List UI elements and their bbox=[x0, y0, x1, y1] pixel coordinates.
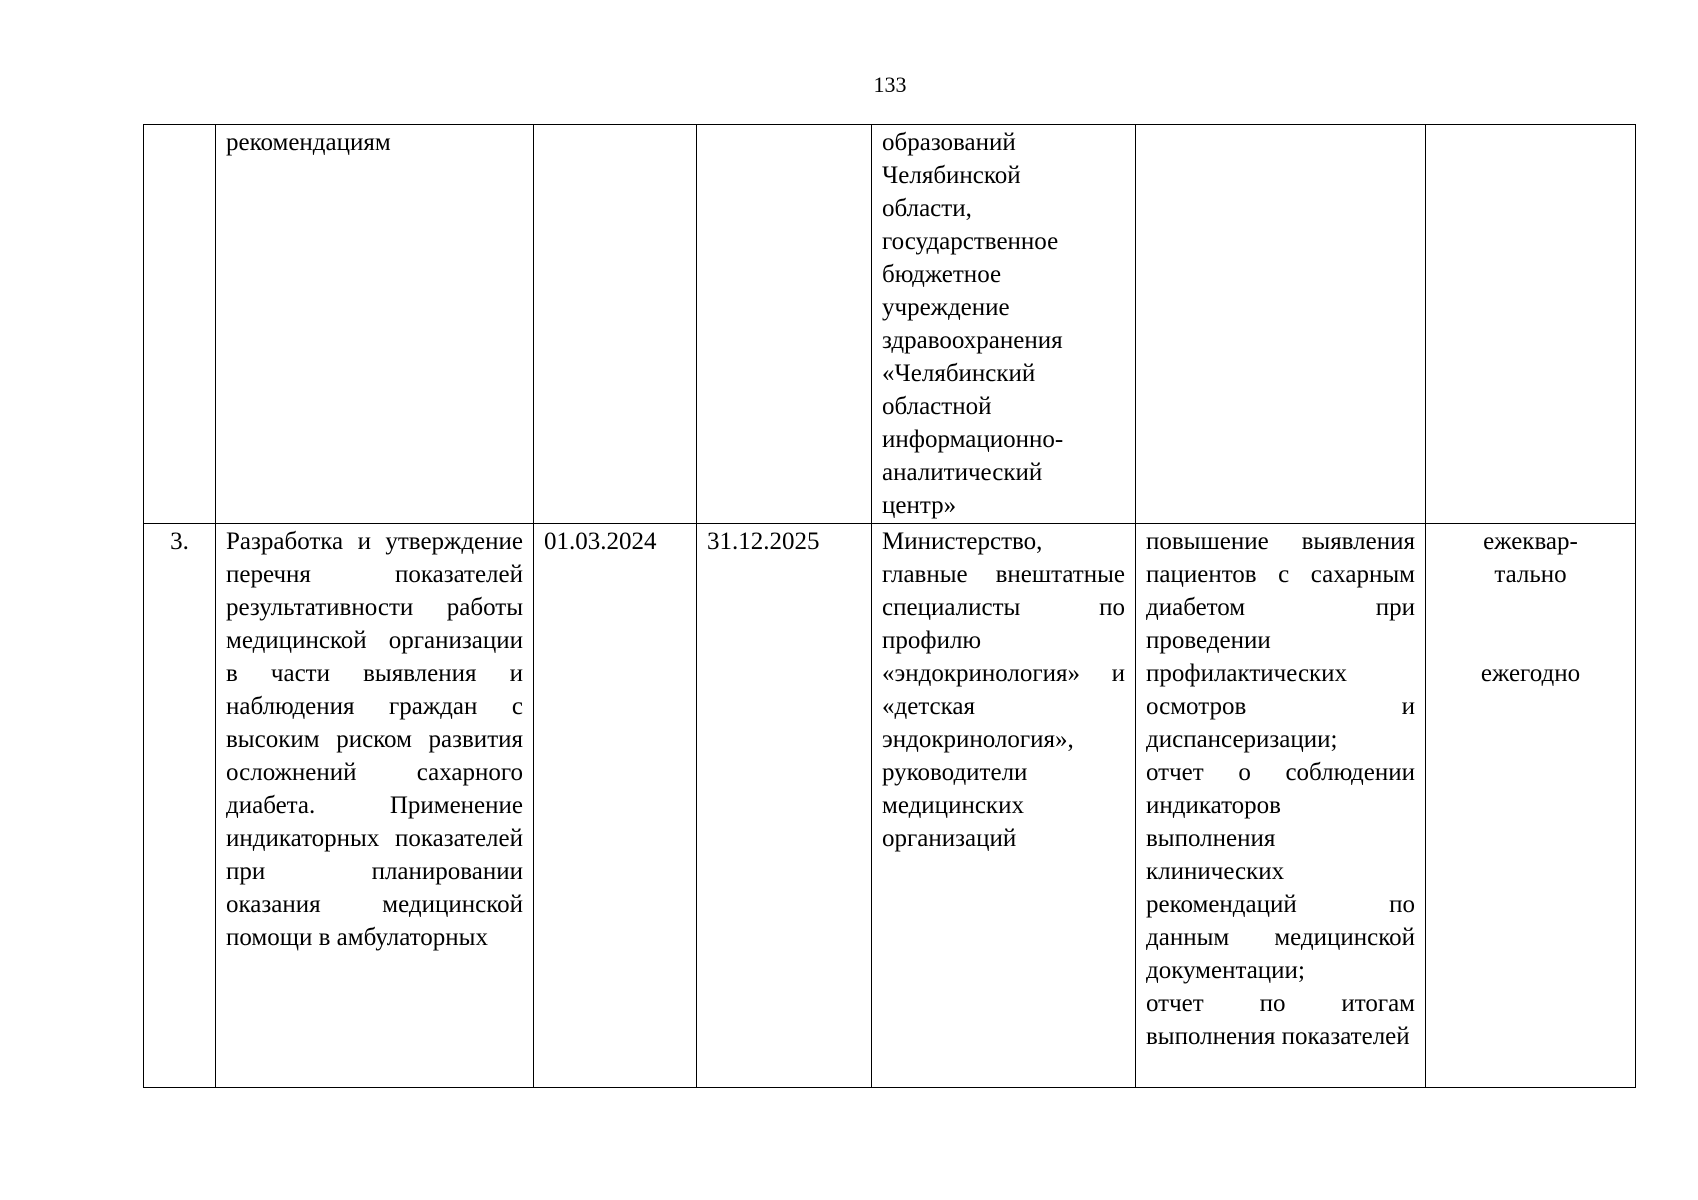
cell-number: 3. bbox=[144, 524, 216, 1088]
cell-periodicity bbox=[1426, 125, 1636, 524]
cell-end-date bbox=[697, 125, 872, 524]
result-item: отчет о соблюдении индикаторов выполнения клинических рекомендаций по данным медицинской документации; bbox=[1146, 759, 1415, 984]
periodicity-yearly: ежегодно bbox=[1480, 660, 1581, 687]
cell-periodicity bbox=[1426, 524, 1636, 1088]
table-row bbox=[144, 125, 1636, 524]
cell-end-date: 31.12.2025 bbox=[697, 524, 872, 1088]
cell-result bbox=[1136, 524, 1426, 1088]
table-row bbox=[144, 524, 1636, 1088]
cell-start-date: 01.03.2024 bbox=[534, 524, 697, 1088]
page-number: 133 bbox=[873, 72, 907, 97]
spacer bbox=[1436, 624, 1625, 657]
cell-responsible: образований Челябинской области, государственное бюджетное учреждение здравоохранения «Челябинский областной информационно- аналитический центр» bbox=[872, 125, 1136, 524]
cell-activity: рекомендациям bbox=[216, 125, 534, 524]
cell-responsible: Министерство, главные внештатные специалисты по профилю «эндокринология» и «детская эндокринология», руководители медицинских организаций bbox=[872, 524, 1136, 1088]
result-item: повышение выявления пациентов с сахарным диабетом при проведении профилактических осмотров и диспансеризации; bbox=[1146, 528, 1415, 753]
result-item: отчет по итогам выполнения показателей bbox=[1146, 990, 1415, 1050]
cell-start-date bbox=[534, 125, 697, 524]
cell-activity: Разработка и утверждение перечня показателей результативности работы медицинской организации в части выявления и наблюдения граждан с высоким риском развития осложнений сахарного диабета. Применение индикаторных показателей при планировании оказания медицинской помощи в амбулаторных bbox=[216, 524, 534, 1088]
cell-result bbox=[1136, 125, 1426, 524]
cell-number bbox=[144, 125, 216, 524]
spacer bbox=[1436, 591, 1625, 624]
periodicity-quarterly: ежеквар- тально bbox=[1483, 528, 1578, 588]
plan-table bbox=[143, 124, 1636, 1088]
